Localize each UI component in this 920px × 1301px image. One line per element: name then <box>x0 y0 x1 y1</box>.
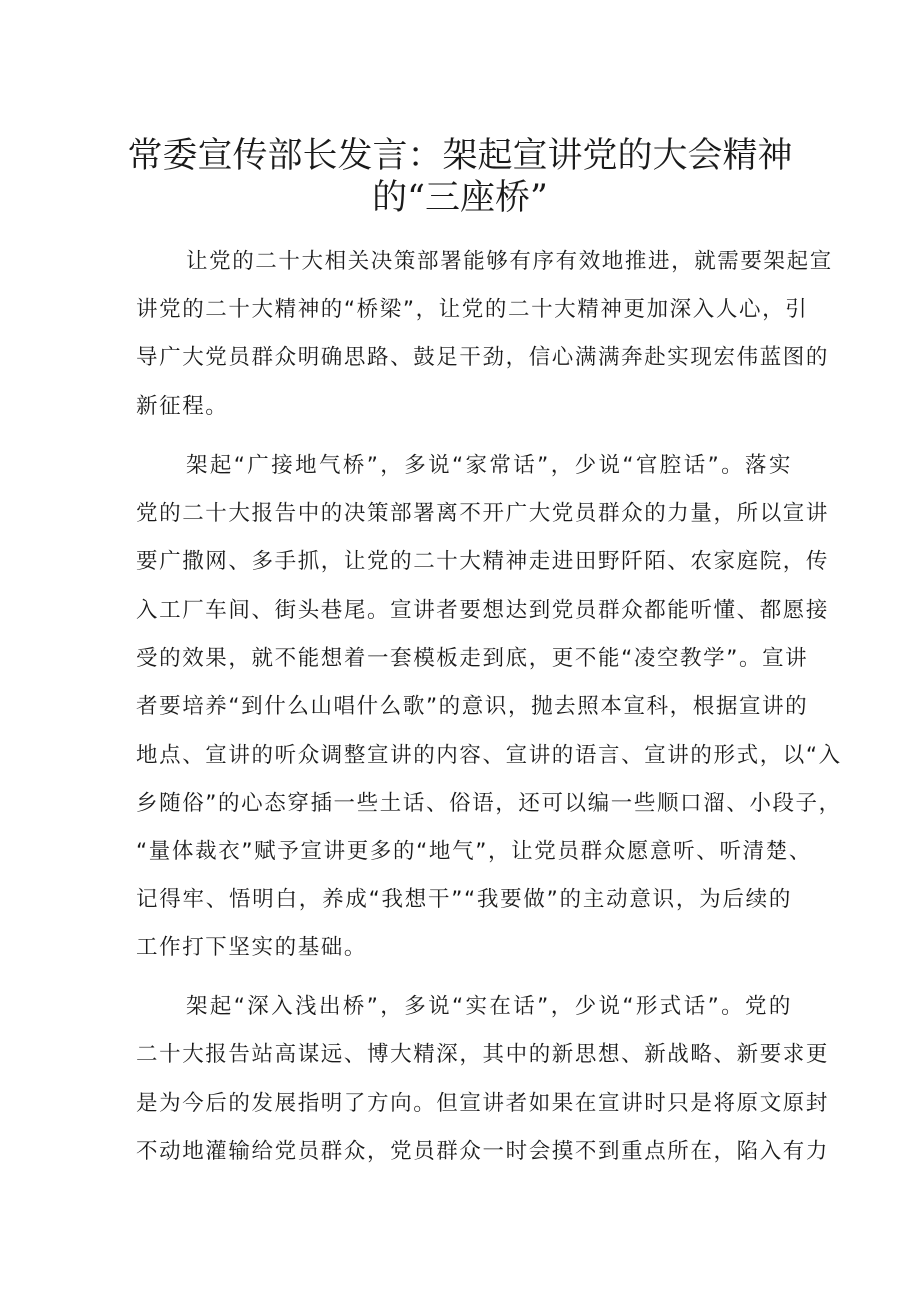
paragraph-line: 记得牢、悟明白，养成“我想干”“我要做”的主动意识，为后续的 <box>136 887 792 912</box>
document-title-line-1: 常委宣传部长发言：架起宣讲党的大会精神 <box>127 136 793 176</box>
paragraph-line: 是为今后的发展指明了方向。但宣讲者如果在宣讲时只是将原文原封 <box>136 1091 830 1116</box>
paragraph-line: 架起“深入浅出桥”，多说“实在话”，少说“形式话”。党的 <box>186 994 792 1019</box>
paragraph-line: 地点、宣讲的听众调整宣讲的内容、宣讲的语言、宣讲的形式，以“入 <box>136 743 842 768</box>
paragraph-line: 新征程。 <box>136 394 229 419</box>
paragraph-line: 二十大报告站高谋远、博大精深，其中的新思想、新战略、新要求更 <box>136 1042 830 1067</box>
document-title-line-2: 的“三座桥” <box>372 178 548 218</box>
paragraph-line: “量体裁衣”赋予宣讲更多的“地气”，让党员群众愿意听、听清楚、 <box>136 839 812 864</box>
paragraph-line: 党的二十大报告中的决策部署离不开广大党员群众的力量，所以宣讲 <box>136 501 830 526</box>
paragraph-line: 讲党的二十大精神的“桥梁”，让党的二十大精神更加深入人心，引 <box>136 297 809 322</box>
paragraph-line: 工作打下坚实的基础。 <box>136 935 368 960</box>
paragraph-line: 乡随俗”的心态穿插一些土话、俗语，还可以编一些顺口溜、小段子， <box>136 791 842 816</box>
paragraph-line: 入工厂车间、街头巷尾。宣讲者要想达到党员群众都能听懂、都愿接 <box>136 598 830 623</box>
paragraph-line: 让党的二十大相关决策部署能够有序有效地推进，就需要架起宣 <box>186 249 833 274</box>
paragraph-line: 导广大党员群众明确思路、鼓足干劲，信心满满奔赴实现宏伟蓝图的 <box>136 345 830 370</box>
paragraph-line: 要广撒网、多手抓，让党的二十大精神走进田野阡陌、农家庭院，传 <box>136 549 830 574</box>
paragraph-line: 者要培养“到什么山唱什么歌”的意识，抛去照本宣科，根据宣讲的 <box>136 694 809 719</box>
paragraph-line: 受的效果，就不能想着一套模板走到底，更不能“凌空教学”。宣讲 <box>136 646 809 671</box>
paragraph-line: 架起“广接地气桥”，多说“家常话”，少说“官腔话”。落实 <box>186 453 792 478</box>
paragraph-line: 不动地灌输给党员群众，党员群众一时会摸不到重点所在，陷入有力 <box>136 1139 830 1164</box>
